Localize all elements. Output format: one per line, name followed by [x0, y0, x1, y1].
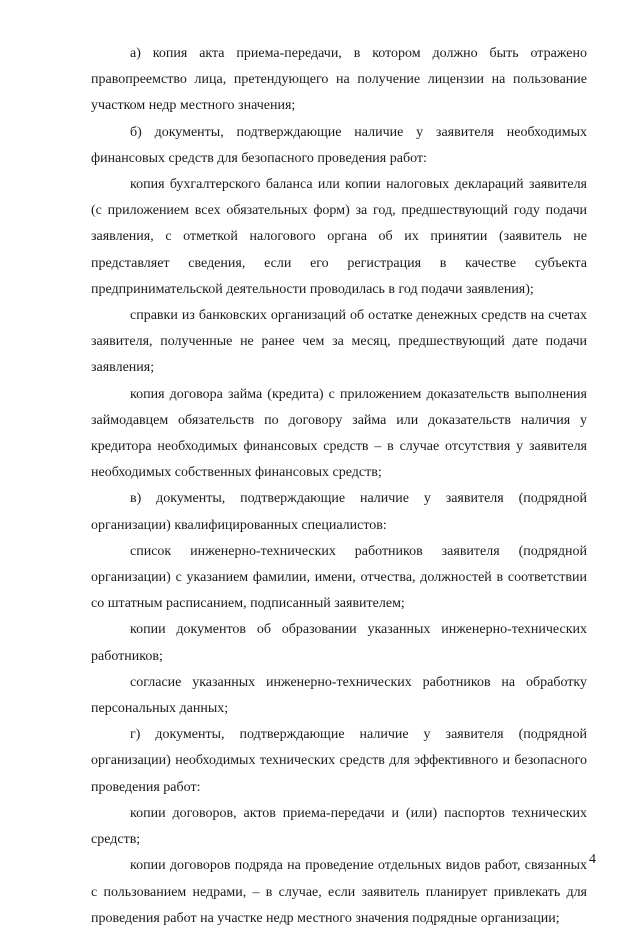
paragraph-personal-data-consent: согласие указанных инженерно-технических работников на обработку персональных данных; [91, 674, 587, 717]
paragraph-item-g-technical-means: г) документы, подтверждающие наличие у заявителя (подрядной организации) необходимых технических средств для эффективного и безопасного проведения работ: [91, 727, 587, 795]
paragraph-equipment-contracts: копии договоров, актов приема-передачи и (или) паспортов технических средств; [91, 805, 587, 848]
paragraph-education-docs: копии документов об образовании указанных инженерно-технических работников; [91, 622, 587, 664]
paragraph-subcontract-agreements: копии договоров подряда на проведение отдельных видов работ, связанных с пользованием недрами, – в случае, если заявитель планирует привлекать для проведения работ на участке недр местного значения подрядные организации; [91, 858, 587, 926]
paragraph-balance-sheet: копия бухгалтерского баланса или копии налоговых деклараций заявителя (с приложением всех обязательных форм) за год, предшествующий году подачи заявления, с отметкой налогового органа об их принятии (заявитель не представляет сведения, если его регистрация в качестве субъекта предпринимательской деятельности проводилась в год подачи заявления); [91, 177, 587, 297]
paragraph-loan-agreement: копия договора займа (кредита) с приложением доказательств выполнения займодавцем обязательств по договору займа или доказательств наличия у кредитора необходимых финансовых средств – в случае отсутствия у заявителя необходимых собственных финансовых средств; [91, 386, 587, 481]
paragraph-bank-statements: справки из банковских организаций об остатке денежных средств на счетах заявителя, полученные не ранее чем за месяц, предшествующий дате подачи заявления; [91, 308, 587, 376]
document-body [91, 41, 587, 932]
paragraph-item-b-financial-docs: б) документы, подтверждающие наличие у заявителя необходимых финансовых средств для безопасного проведения работ: [91, 124, 587, 166]
page-number: 4 [589, 852, 596, 867]
paragraph-staff-list: список инженерно-технических работников заявителя (подрядной организации) с указанием фамилии, имени, отчества, должностей в соответствии со штатным расписанием, подписанный заявителем; [91, 543, 587, 612]
paragraph-item-v-specialists: в) документы, подтверждающие наличие у заявителя (подрядной организации) квалифицированных специалистов: [91, 491, 587, 533]
paragraph-item-a-transfer-act: а) копия акта приема-передачи, в котором должно быть отражено правопреемство лица, претендующего на получение лицензии на пользование участком недр местного значения; [91, 46, 587, 114]
